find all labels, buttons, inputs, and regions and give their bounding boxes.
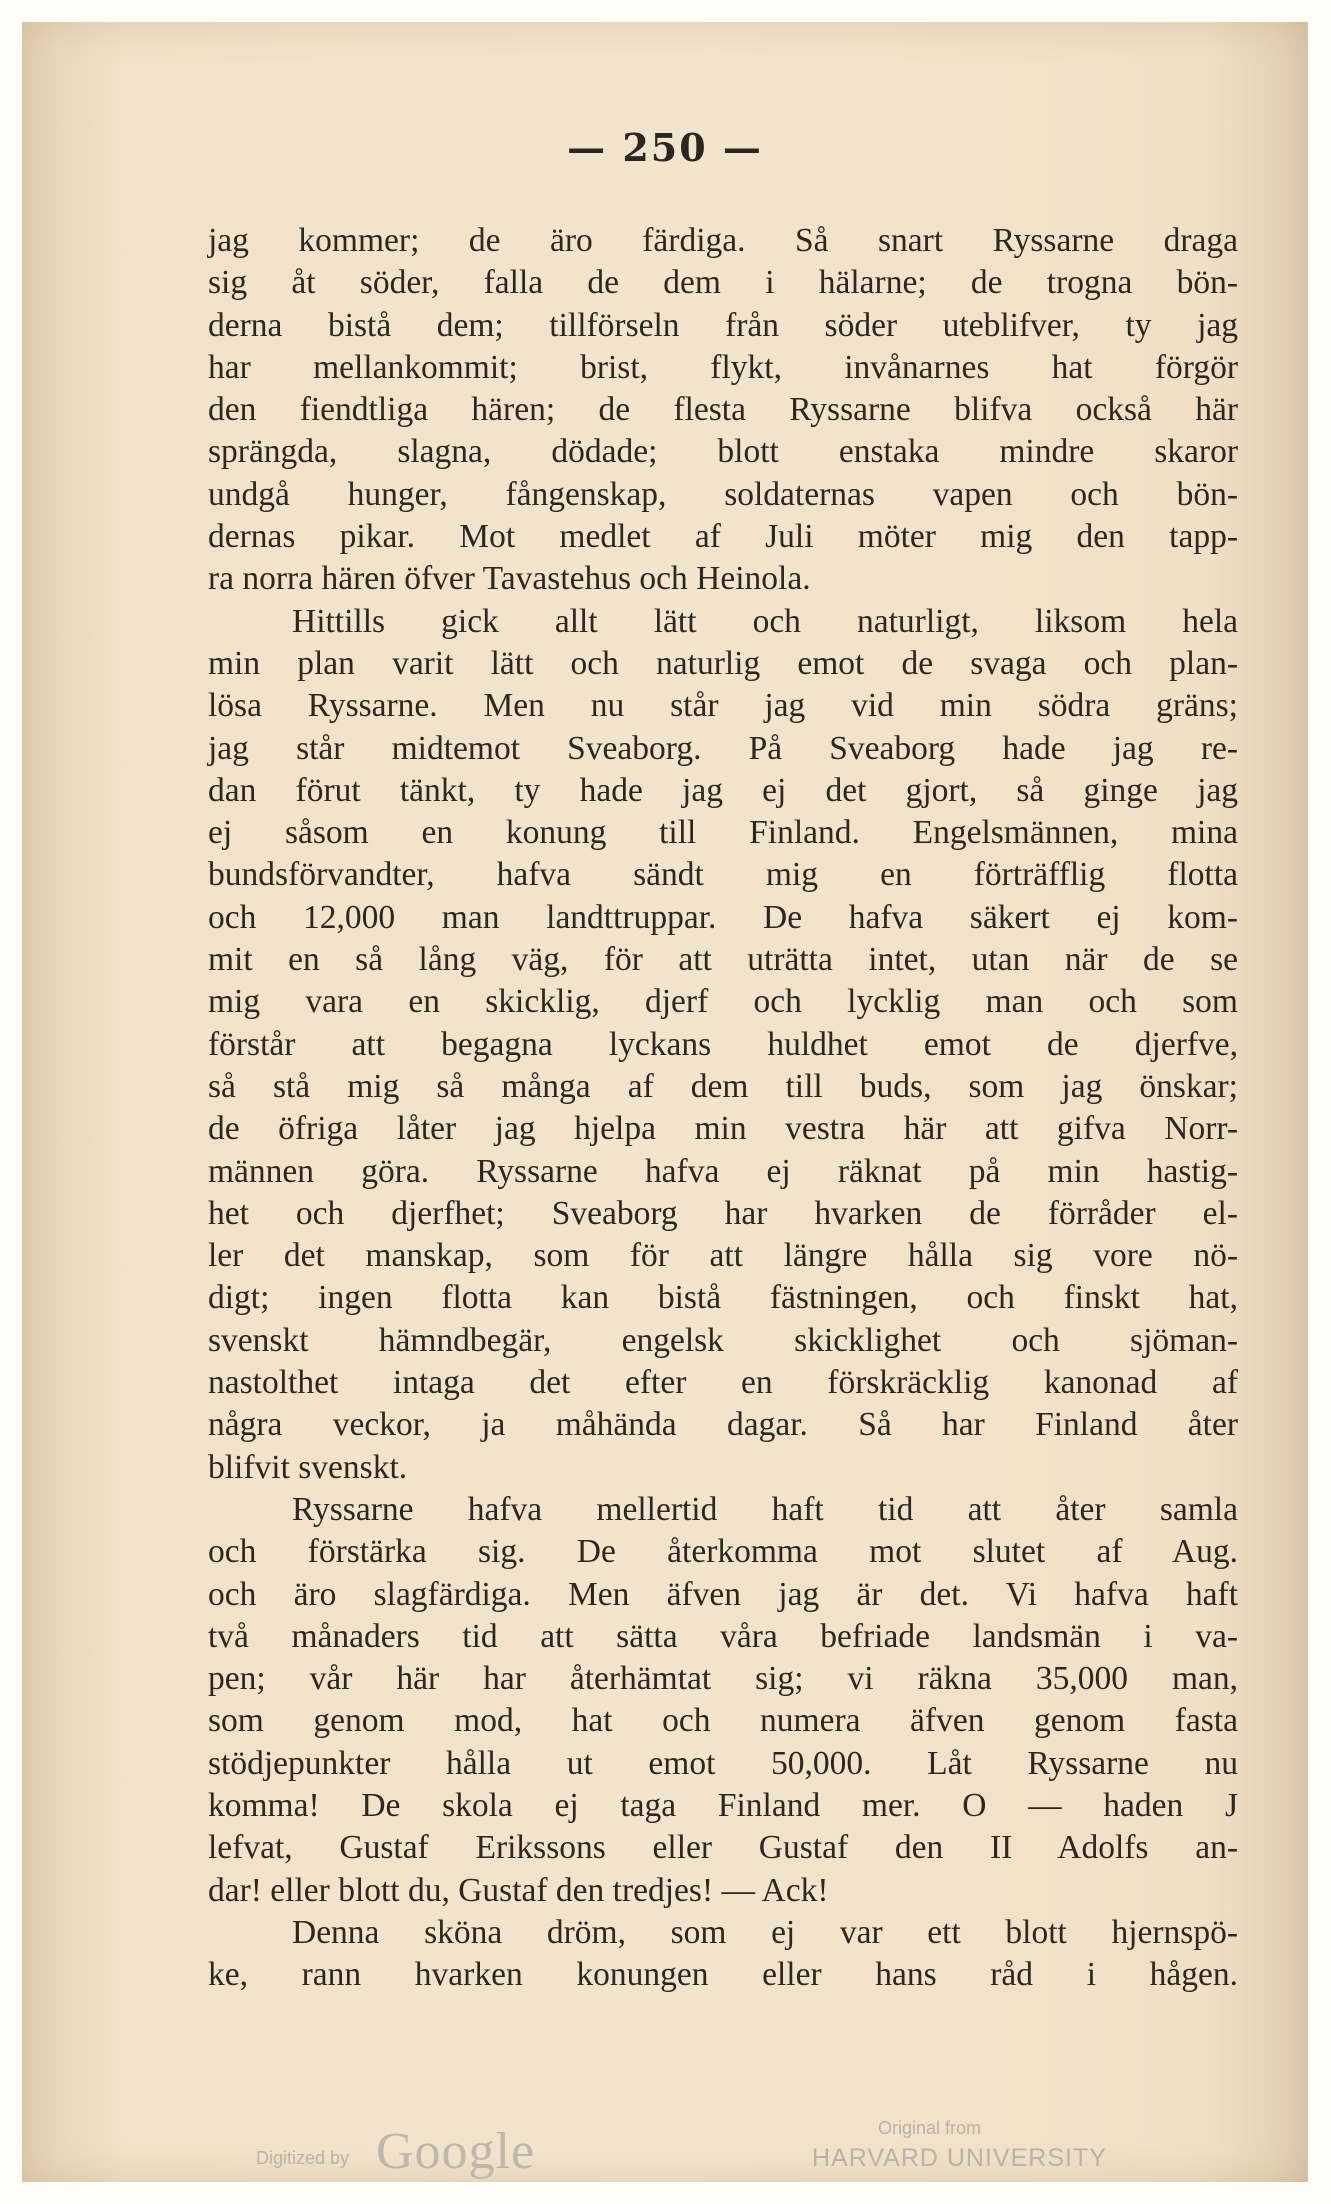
text-line: två månaders tid att sätta våra befriade landsmän i va- [208,1617,1238,1655]
text-line: den fiendtliga hären; de flesta Ryssarne blifva också här [208,391,1238,429]
text-line: så stå mig så många af dem till buds, som jag önskar; [208,1067,1238,1105]
text-line: digt; ingen flotta kan bistå fästningen, och finskt hat, [208,1279,1238,1317]
text-line: sprängda, slagna, dödade; blott enstaka mindre skaror [208,433,1238,471]
text-line: ke, rann hvarken konungen eller hans råd i hågen. [208,1956,1238,1994]
text-line: och äro slagfärdiga. Men äfven jag är det. Vi hafva haft [208,1575,1238,1613]
google-logo: Google [376,2123,536,2180]
text-line: dernas pikar. Mot medlet af Juli möter mig den tapp- [208,518,1238,556]
text-line: blifvit svenskt. [208,1448,408,1486]
text-line: Denna sköna dröm, som ej var ett blott hjernspö- [292,1913,1238,1951]
text-line: min plan varit lätt och naturlig emot de svaga och plan- [208,644,1238,682]
text-line: lefvat, Gustaf Erikssons eller Gustaf den II Adolfs an- [208,1829,1238,1867]
text-line: de öfriga låter jag hjelpa min vestra här att gifva Norr- [208,1110,1238,1148]
text-line: ej såsom en konung till Finland. Engelsmännen, mina [208,814,1238,852]
text-line: ra norra hären öfver Tavastehus och Heinola. [208,560,811,598]
text-line: svenskt hämndbegär, engelsk skicklighet och sjöman- [208,1321,1238,1359]
page-body-text [208,220,1238,1996]
book-page [22,22,1308,2182]
text-line: derna bistå dem; tillförseln från söder uteblifver, ty jag [208,306,1238,344]
page-number: — 250 — [567,125,763,170]
text-line: stödjepunkter hålla ut emot 50,000. Låt Ryssarne nu [208,1744,1238,1782]
text-line: som genom mod, hat och numera äfven genom fasta [208,1702,1238,1740]
digitized-by-label: Digitized by [256,2148,350,2168]
text-line: Ryssarne hafva mellertid haft tid att åter samla [292,1490,1238,1528]
text-line: lösa Ryssarne. Men nu står jag vid min södra gräns; [208,687,1238,725]
original-from-label: Original from [878,2118,982,2138]
text-line: bundsförvandter, hafva sändt mig en förträfflig flotta [208,856,1238,894]
text-line: mit en så lång väg, för att uträtta intet, utan när de se [208,941,1238,979]
harvard-university-label: HARVARD UNIVERSITY [812,2144,1107,2172]
text-line: har mellankommit; brist, flykt, invånarnes hat förgör [208,348,1238,386]
text-line: männen göra. Ryssarne hafva ej räknat på min hastig- [208,1152,1238,1190]
text-line: undgå hunger, fångenskap, soldaternas vapen och bön- [208,475,1238,513]
text-line: het och djerfhet; Sveaborg har hvarken de förråder el- [208,1194,1238,1232]
text-line: förstår att begagna lyckans huldhet emot de djerfve, [208,1025,1238,1063]
text-line: dan förut tänkt, ty hade jag ej det gjort, så ginge jag [208,771,1238,809]
text-line: jag kommer; de äro färdiga. Så snart Ryssarne draga [208,222,1238,259]
text-line: och 12,000 man landttruppar. De hafva säkert ej kom- [208,898,1238,936]
text-line: några veckor, ja måhända dagar. Så har Finland åter [208,1406,1238,1444]
text-line: jag står midtemot Sveaborg. På Sveaborg hade jag re- [208,729,1238,767]
digitization-footer [0,2116,1331,2186]
text-line: mig vara en skicklig, djerf och lycklig man och som [208,983,1238,1021]
text-line: komma! De skola ej taga Finland mer. O — haden J [208,1786,1238,1824]
text-line: ler det manskap, som för att längre hålla sig vore nö- [208,1237,1238,1275]
text-line: nastolthet intaga det efter en förskräcklig kanonad af [208,1364,1238,1402]
text-line: Hittills gick allt lätt och naturligt, liksom hela [292,602,1238,640]
text-line: pen; vår här har återhämtat sig; vi räkna 35,000 man, [208,1660,1238,1698]
text-line: sig åt söder, falla de dem i hälarne; de trogna bön- [208,264,1238,302]
text-line: och förstärka sig. De återkomma mot slutet af Aug. [208,1533,1238,1571]
text-line: dar! eller blott du, Gustaf den tredjes! — Ack! [208,1871,829,1909]
